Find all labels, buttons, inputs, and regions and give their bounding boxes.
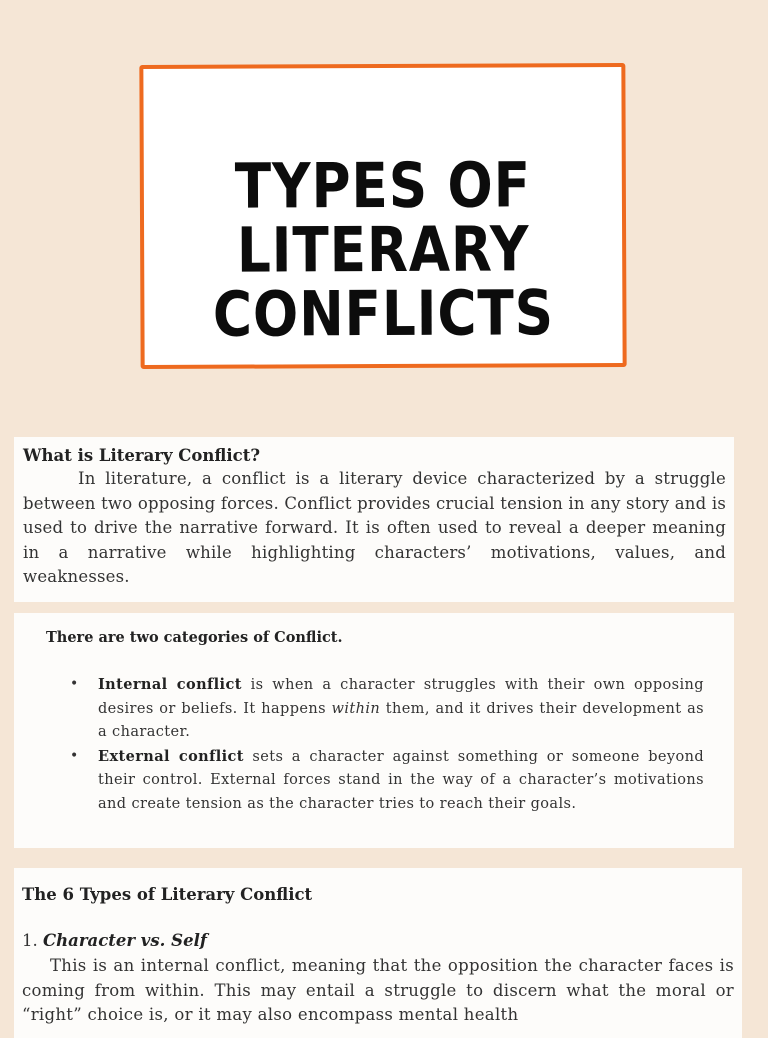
type-body: This is an internal conflict, meaning that the opposition the character faces is coming from within. This may entail a struggle to discern what the moral or “right” choice is, or it may also encompass mental health	[22, 956, 734, 1024]
type-number: 1.	[22, 931, 38, 950]
page-title	[177, 148, 589, 351]
category-text-after: them, and it drives their development as a character.	[98, 700, 704, 740]
title-line-1: TYPES OF	[234, 148, 532, 223]
category-item-external	[46, 745, 704, 817]
bullet-icon: •	[70, 747, 79, 764]
category-emphasis: within	[331, 700, 381, 717]
types-heading: The 6 Types of Literary Conflict	[22, 885, 313, 904]
definition-paragraph: In literature, a conflict is a literary device characterized by a struggle between two opposing forces. Conflict provides crucial tension in any story and is used to drive the narrative forward. It is often used to reveal a deeper meaning in a narrative while highlighting characters’ motivations, values, and weaknesses.	[23, 469, 726, 586]
categories-panel	[14, 613, 734, 848]
category-item-internal	[46, 673, 704, 745]
title-line-2: LITERARY	[236, 212, 530, 287]
category-text: is when a character struggles with their own opposing desires or beliefs. It happens	[98, 677, 704, 717]
definition-panel	[14, 437, 734, 602]
types-panel	[14, 868, 742, 1038]
categories-heading: There are two categories of Conflict.	[46, 629, 343, 646]
title-card	[139, 63, 626, 369]
bullet-icon: •	[70, 676, 79, 692]
category-text: sets a character against something or someone beyond their control. External forces stand in the way of a character’s motivations and create tension as the character tries to reach their goals.	[98, 748, 704, 812]
type-name: Character vs. Self	[43, 931, 207, 950]
category-term: External conflict	[98, 747, 244, 765]
categories-list	[46, 673, 704, 816]
definition-heading: What is Literary Conflict?	[23, 446, 261, 465]
type-title	[22, 930, 734, 952]
category-term: Internal conflict	[98, 676, 242, 693]
title-line-3: CONFLICTS	[212, 276, 555, 351]
